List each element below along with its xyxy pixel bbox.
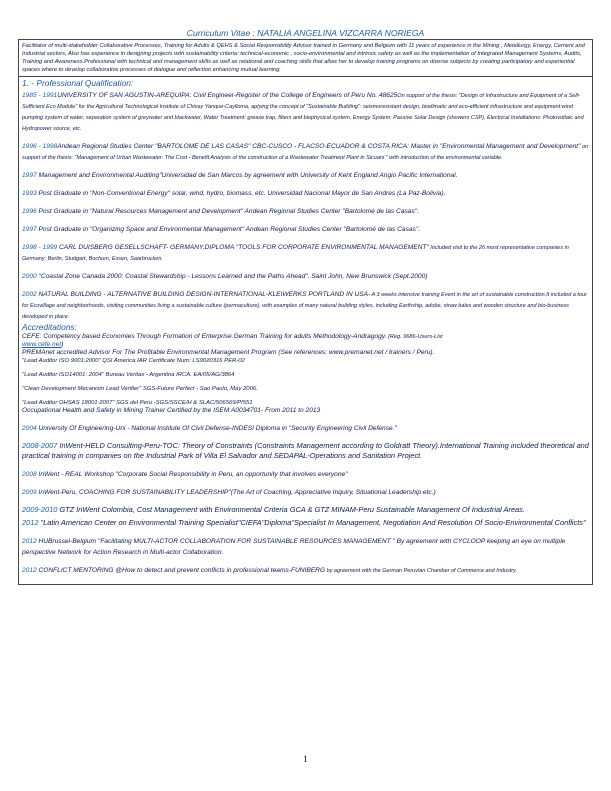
entry-year: 2008 (22, 471, 37, 478)
entry (22, 140, 589, 162)
entry (22, 517, 589, 528)
entry (22, 169, 589, 180)
entry (22, 241, 589, 263)
entry-heading: Andean Regional Studies Center "BARTOLOME DE LAS CASAS" CBC-CUSCO - FLACSO-ECUADOR & COSTA RICA: Master in "Environmental Management and Development" (57, 143, 581, 150)
entry-year: 1998 - 1999 (22, 244, 58, 251)
entry-heading: "Coastal Zone Canada 2000: Coastal Stewardship - Lessons Learned and the Paths Ahead", Saint John, New Brunswick (Sept.2000) (36, 273, 428, 280)
entry-heading: Post Graduate in "Organizing Space and Environmental Management" Andean Regional Studies Center "Bartolomé de las Casas". (36, 226, 421, 233)
entry (22, 205, 589, 216)
page-number: 1 (303, 754, 308, 764)
accreditation-ohs-trainer: Occupational Health and Safety in Mining Trainer Certified by the ISEM A0034701- From 2011 to 2013 (22, 407, 321, 414)
entry (22, 288, 589, 321)
professional-qualification-heading: 1. - Professional Qualification: (22, 78, 134, 88)
entry (22, 422, 589, 433)
entry-year: 2002 (22, 291, 37, 298)
entry (22, 504, 589, 515)
entry-year: 1996 (22, 208, 37, 215)
entry-heading: InWent-HELD Consulting-Peru-TOC: Theory of Constraints (Constraints Management according to Goldratt Theory).International Training included theoretical and practical training in companies on the Industrial Park of Villa El Salvador and SEDAPAL-Operations and Sanitation Project. (22, 441, 589, 460)
entry-year: 1997 (22, 226, 37, 233)
entry (22, 468, 589, 479)
cv-body (19, 77, 592, 584)
accreditation-cdm-verifier: "Clean Development Mecanism Lead Verifier" SGS-Future Perfect - Sao Paulo, May 2006. (22, 386, 258, 392)
accreditation-lead-9001: "Lead Auditor ISO 9001:2000" QSI America IAR Certificate Num: LS9020316 PER-02 (22, 358, 245, 364)
accreditations-heading: Accreditations: (22, 322, 77, 332)
entry-heading: Post Graduate in "Non-Conventional Energy" solar, wind, hydro, biomass, etc. Universidad Nacional Mayor de San Andres (La Paz-Bolivia). (36, 190, 446, 197)
entry-heading: UNIVERSITY OF SAN AGUSTIN-AREQUIPA: Civil Engineer-Register of the College of Engineers of Peru No. 48625 (57, 92, 398, 99)
accreditation-cefe-text: CEFE: Competency based Economies Through Formation of Enterprise.German Training for adults Methodology-Andragogy. (22, 333, 387, 340)
entry-year: 2009 (22, 489, 37, 496)
entry (22, 223, 589, 234)
entry-heading: InWent-Peru, COACHING FOR SUSTAINABILITY LEADERSHIP"(The Art of Coaching, Appreciative Inquiry, Situational Leadership etc.) (36, 489, 436, 496)
entry-heading: InWent - REAL Workshop "Corporate Social Responsibility in Peru, an opportunity that involves everyone" (36, 471, 348, 478)
entry (22, 187, 589, 198)
entry-description: On support of the thesis: "Design of Infrastructure and Equipment of a Self-Sufficient Eco Module" for the Agricultural Technological Institute of Chivay Yanque-Caylloma, aplying the concept of "Sustainable Building": seismoresistant design, biodimatic and eco-efficient infrastructure and equipment:wind pumping system of water, separation system of greywater and blackwater, Water Treatment: grease trap, filters and biophysical system, Energy System: Passive Solar Design (showers CSP), Electrical Installations: Photovoltaic and Hydropower source, etc. (22, 93, 584, 132)
entry-heading: University Of Engineering-Uni - National Institute Of Civil Defense-INDESI Diploma in "Security Engineering Civil Defense." (36, 425, 397, 432)
entry-year: 2004 (22, 425, 37, 432)
accreditation-premanet: PREMAnet accredited Advisor For The Profitable Environmental Management Program (See references: www.premanet.net / trainers / Peru). (22, 349, 435, 356)
entry-heading: NATURAL BUILDING - ALTERNATIVE BUILDING DESIGN-INTERNATIONAL-KLEIWERKS PORTLAND IN USA- (36, 291, 371, 298)
entry-heading: Management and Environmental Auditing"Universidad de San Marcos by agreement with University of Kent England Angio Pacific International. (36, 172, 458, 179)
entry (22, 535, 589, 557)
cefe-link-close: ) (61, 341, 64, 348)
entry (22, 564, 589, 575)
entry-year: 2000 (22, 273, 37, 280)
entry-heading: CARL DUISBERG GESELLSCHAFT- GERMANY.DIPLOMA "TOOLS FOR CORPORATE ENVIRONMENTAL MANAGEMENT" (57, 244, 429, 251)
entry-heading: "Latin American Center on Environmental Training Specialist"CIEFA"Diploma"Specialist In Management, Negotiation And Resolution Of Socio-Environmental Conflicts" (38, 518, 586, 527)
cv-page (18, 28, 593, 585)
entry-year: 1993 (22, 190, 37, 197)
entry-year: 2012 (22, 518, 39, 527)
entry-description: by agreement with the German Peruvian Chamber of Commerce and Industry. (325, 568, 517, 574)
entry-year: 1997 (22, 172, 37, 179)
entry-year: 2009-2010 (22, 505, 58, 514)
accreditation-cefe-reg: (Reg. 9686-Users-List (386, 334, 443, 340)
entry-year: 2012 (22, 567, 37, 574)
entry-year: 1996 - 1998 (22, 143, 58, 150)
entry (22, 89, 589, 133)
entry-description: Included visit to the 26 most representative companies in Germany: Berlin, Stuttgart, Bochum, Essen, Saarbrucken. (22, 245, 569, 262)
profile-summary: Facilitator of multi-stakeholder Collaborative Processes, Training for Adults & QEHS & Social Responsibility Advisor trained in Germany and Belgium with 11 years of experience in the Mining , Metallurgy, Energy, Cement and Industrial sectors, Also has experience in designing projects with sustainability criteria: technical-economic , socio-environmental and intrinsic safety as well as the implementation of Integrated Management Systems, Audits, Training and Awareness.Professional with technical and management skills as well as relational and coaching skills that allow her to develop training programs on diverse subjects by creating participatory and experiential spaces where to develop collaborative processes of dialogue and reflection enhancing mutual learning. (19, 40, 592, 77)
entry (22, 486, 589, 497)
entry-heading: GTZ InWent Colombia, Cost Management with Environmental Criteria GCA & GTZ MINAM-Peru Sustainable Management Of Industrial Areas. (57, 505, 525, 514)
entry-heading: Post Graduate in "Natural Resources Management and Development" Andean Regional Studies Center "Bartolomé de las Casas". (36, 208, 419, 215)
entry-year: 1985 - 1991 (22, 92, 58, 99)
entry-year: 2008-2007 (22, 441, 58, 450)
cefe-link[interactable]: www.cefe.net (22, 341, 62, 348)
accreditation-ohsas: "Lead Auditor OHSAS 18001:2007" SGS del Peru -SGS/SSCE/H & SLAC/506569/P/551 (22, 400, 253, 406)
entry-description: A 3 weeks intensive training Event in the art of sustainable construction.It included a tour for Ecovillage and neighborhoods, visiting communities living a sustainable culture (permaculture), with examples of many natural building styles, including Earthship, adobe, straw bales and wooden structure and bio-business developed in place. (22, 292, 587, 320)
entry-heading: CONFLICT MENTORING @How to detect and prevent conflicts in professional teams-FUNIBERG (36, 567, 326, 574)
entry (22, 440, 589, 461)
training-list (22, 422, 589, 575)
qualification-list (22, 89, 589, 321)
cv-frame (18, 39, 593, 585)
entry-description: on support of the thesis: "Management of Urban Wastewater: The Cost - Benefit Analysis of the construction of a Wastewater Treatment Plant in Sicuani " with introduction of the environmental variable. (22, 144, 589, 161)
entry-heading: HUBrussel-Belgium "Facilitating MULTI-ACTOR COLLABORATION FOR SUSTAINABLE RESOURCES MANAGEMENT " By agreement with CYCLOOP keeping an eye on multiple perspective Network for Action Research in Multi-actor Collaboration. (22, 538, 566, 556)
accreditation-lead-14001: "Lead Auditor ISO14001: 2004" Bureau Veritas - Argentina IRCA. EA/05/AG/3864 (22, 372, 235, 378)
accreditation-cefe-link-line (22, 341, 589, 349)
entry (22, 270, 589, 281)
accreditation-cefe (22, 333, 589, 341)
entry-year: 2012 (22, 538, 37, 545)
document-title: Curriculum Vitae : NATALIA ANGELINA VIZCARRA NORIEGA (186, 28, 425, 38)
